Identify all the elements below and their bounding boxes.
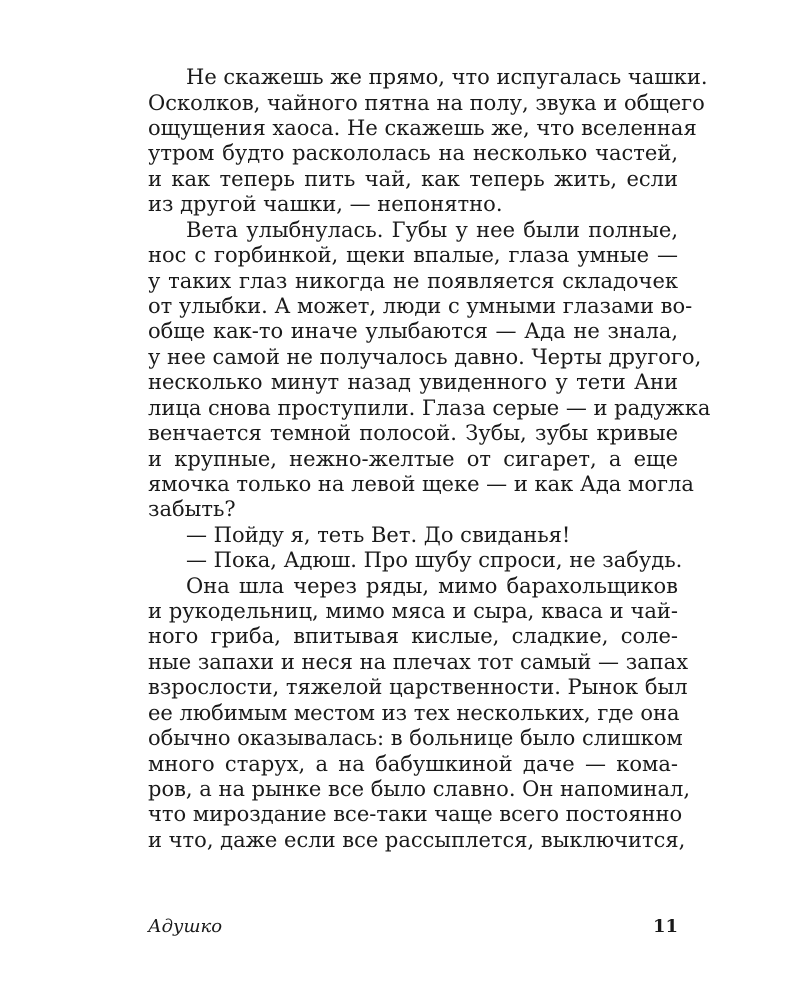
text-line: ного гриба, впитывая кислые, сладкие, соле-: [148, 624, 678, 648]
text-line: ямочка только на левой щеке — и как Ада могла: [148, 472, 694, 496]
text-line: ее любимым местом из тех нескольких, где она: [148, 701, 680, 725]
text-line: и что, даже если все рассыплется, выключится,: [148, 828, 686, 852]
text-line: венчается темной полосой. Зубы, зубы кривые: [148, 421, 678, 445]
text-line: нос с горбинкой, щеки впалые, глаза умные —: [148, 243, 678, 267]
text-line: и рукодельниц, мимо мяса и сыра, кваса и чай-: [148, 599, 678, 623]
text-line: от улыбки. А может, люди с умными глазами во-: [148, 294, 693, 318]
text-line: Она шла через ряды, мимо барахольщиков: [186, 574, 678, 598]
text-line: лица снова проступили. Глаза серые — и радужка: [148, 396, 711, 420]
text-line: у нее самой не получалось давно. Черты другого,: [148, 345, 702, 369]
dialogue-line: — Пока, Адюш. Про шубу спроси, не забудь.: [186, 548, 683, 572]
text-line: Не скажешь же прямо, что испугалась чашки.: [186, 65, 708, 89]
text-line: ные запахи и неся на плечах тот самый — запах: [148, 650, 689, 674]
text-line: взрослости, тяжелой царственности. Рынок был: [148, 675, 688, 699]
text-line: из другой чашки, — непонятно.: [148, 192, 503, 216]
text-line: Вета улыбнулась. Губы у нее были полные,: [186, 218, 678, 242]
text-line: обычно оказывалась: в больнице было слишком: [148, 726, 683, 750]
text-line: забыть?: [148, 497, 236, 521]
text-line: и крупные, нежно-желтые от сигарет, а еще: [148, 447, 678, 471]
page-number: 11: [652, 916, 678, 937]
text-line: несколько минут назад увиденного у тети Ани: [148, 370, 678, 394]
text-line: утром будто раскололась на несколько частей,: [148, 141, 678, 165]
text-line: обще как-то иначе улыбаются — Ада не знала,: [148, 319, 678, 343]
text-line: что мироздание все-таки чаще всего постоянно: [148, 802, 683, 826]
running-footer-title: Адушко: [148, 916, 223, 937]
text-line: ров, а на рынке все было славно. Он напоминал,: [148, 777, 691, 801]
text-line: Осколков, чайного пятна на полу, звука и общего: [148, 91, 705, 115]
text-line: и как теперь пить чай, как теперь жить, если: [148, 167, 678, 191]
text-line: много старух, а на бабушкиной даче — кома-: [148, 752, 678, 776]
text-line: ощущения хаоса. Не скажешь же, что вселенная: [148, 116, 697, 140]
dialogue-line: — Пойду я, теть Вет. До свиданья!: [186, 523, 571, 547]
text-line: у таких глаз никогда не появляется складочек: [148, 269, 678, 293]
